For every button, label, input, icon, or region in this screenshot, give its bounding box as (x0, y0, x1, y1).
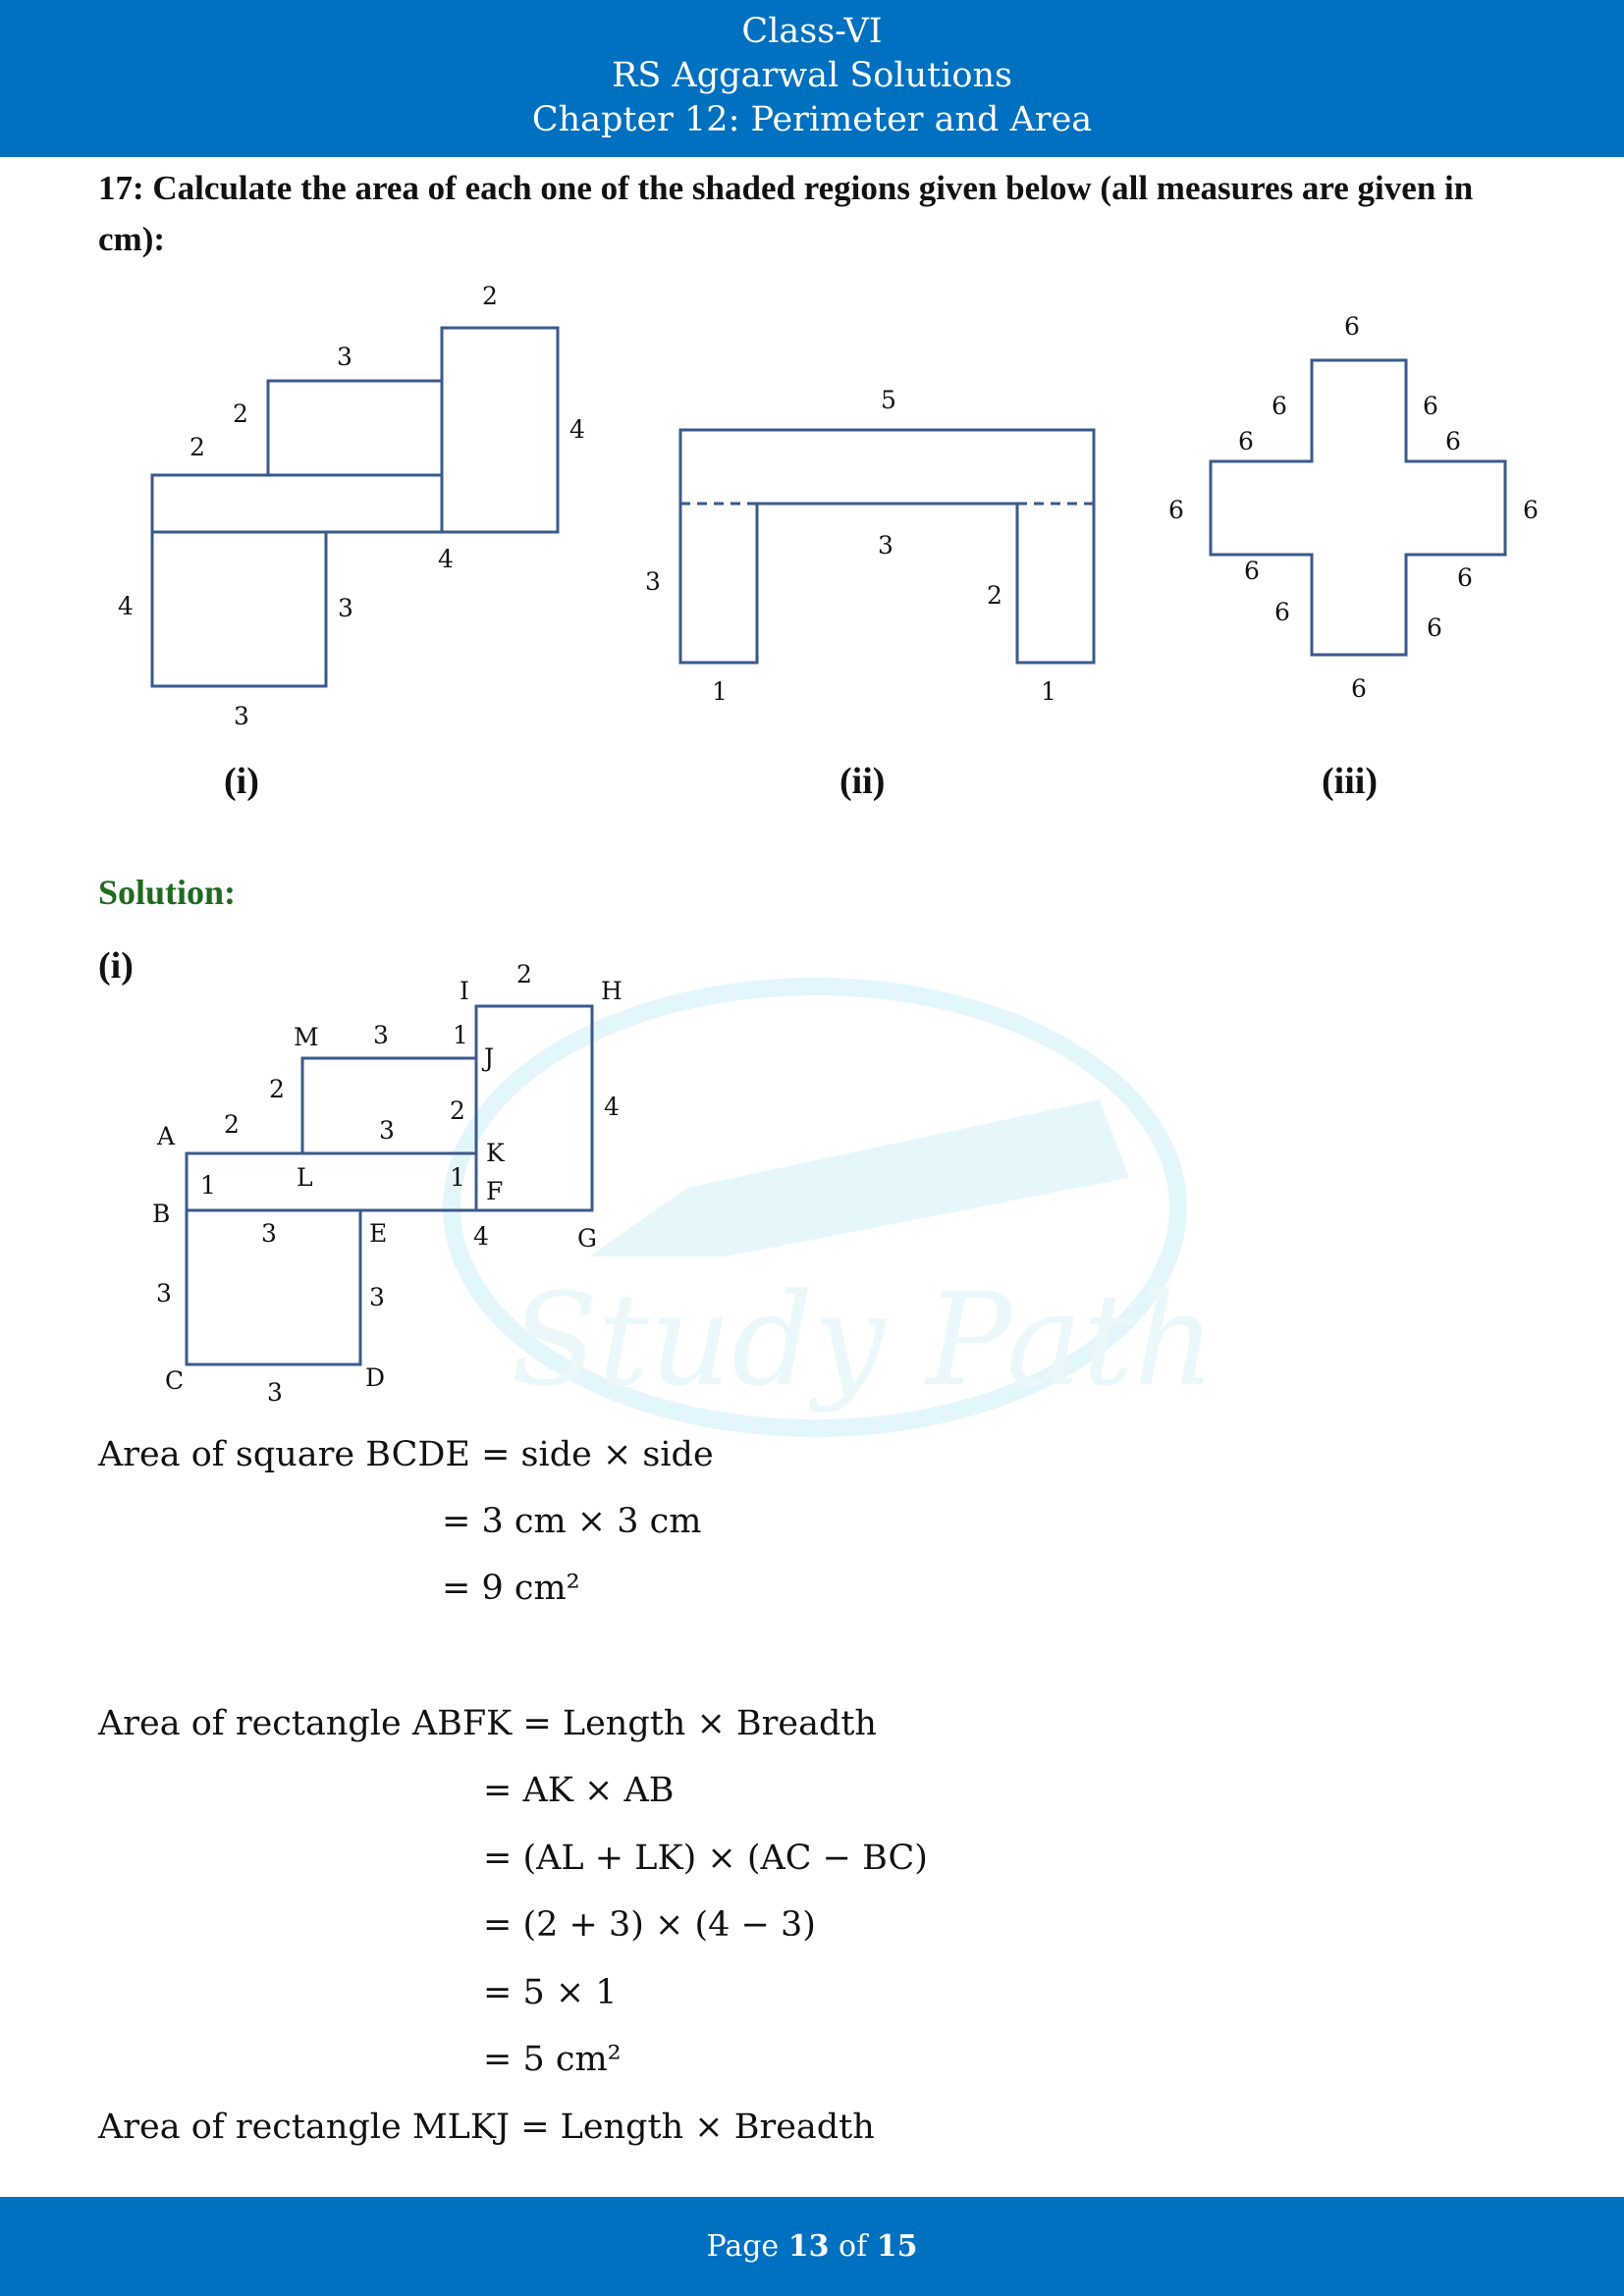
fig3-label: 6 (1351, 674, 1367, 703)
fig3-label: 6 (1274, 598, 1290, 626)
fig1-tall-rect (442, 328, 558, 532)
fig3-label: 6 (1523, 496, 1539, 524)
fig1-label: 2 (189, 433, 205, 461)
equation-line: = 9 cm² (442, 1569, 580, 1608)
sol-point-label: M (294, 1023, 319, 1051)
sol-point-label: H (601, 977, 623, 1005)
sol-measure-label: 2 (516, 960, 532, 988)
fig3-label: 6 (1423, 392, 1438, 420)
sol-measure-label: 1 (453, 1021, 468, 1049)
fig1-label: 4 (438, 545, 454, 573)
footer-page-number: 13 (787, 2229, 830, 2264)
figure-1-labels (118, 282, 585, 730)
sol-point-label: I (460, 977, 469, 1005)
equation-line: Area of square BCDE = side × side (98, 1435, 714, 1474)
page-footer (0, 2197, 1624, 2296)
sol-measure-label: 2 (224, 1110, 240, 1139)
sol-measure-label: 2 (269, 1075, 285, 1103)
figure-3 (1211, 360, 1505, 655)
figure-1 (152, 328, 558, 686)
figure-3-labels (1168, 312, 1539, 703)
solution-diagram-labels (152, 960, 623, 1407)
footer-page-total: 15 (876, 2229, 918, 2264)
fig2-label: 2 (987, 581, 1002, 610)
fig1-label: 2 (482, 282, 498, 310)
sol-point-label: B (152, 1200, 171, 1228)
question-body: Calculate the area of each one of the shaded regions given below (all measures are given in cm): (98, 169, 1474, 258)
solution-heading: Solution: (98, 873, 237, 912)
fig3-label: 6 (1272, 392, 1287, 420)
fig2-label: 3 (878, 531, 893, 560)
sol-point-label: E (369, 1219, 388, 1248)
fig3-cross (1211, 360, 1505, 655)
fig1-label: 4 (569, 415, 585, 444)
fig2-label: 3 (645, 567, 661, 596)
equation-line: = 5 cm² (483, 2040, 622, 2079)
sol-rect-abfk (187, 1153, 476, 1210)
fig3-label: 6 (1457, 563, 1473, 592)
equation-line: = 3 cm × 3 cm (442, 1502, 702, 1541)
header-chapter: Chapter 12: Perimeter and Area (531, 100, 1093, 139)
sol-point-label: A (157, 1122, 176, 1150)
sol-measure-label: 3 (156, 1279, 172, 1308)
sol-measure-label: 1 (200, 1171, 216, 1200)
sol-measure-label: 3 (267, 1378, 283, 1407)
sol-point-label: L (297, 1163, 313, 1192)
footer-page-word: Page (706, 2229, 780, 2264)
fig2-label: 1 (1041, 677, 1056, 706)
sol-point-label: J (484, 1043, 495, 1072)
figure-2-caption: (ii) (839, 761, 886, 802)
fig2-label: 5 (881, 386, 896, 414)
fig3-label: 6 (1238, 427, 1254, 455)
sol-point-label: K (486, 1139, 505, 1167)
fig3-label: 6 (1427, 614, 1442, 642)
sol-point-label: G (577, 1224, 597, 1253)
fig1-label: 4 (118, 592, 134, 620)
question-number: 17: (98, 169, 144, 207)
equation-line: = (2 + 3) × (4 − 3) (483, 1905, 816, 1945)
sol-measure-label: 4 (604, 1093, 620, 1121)
sol-measure-label: 3 (373, 1021, 389, 1049)
fig1-strip-rect (152, 475, 442, 532)
footer-of-word: of (839, 2229, 868, 2264)
fig1-upper-rect (268, 381, 442, 475)
sol-measure-label: 3 (369, 1283, 385, 1311)
sol-point-label: D (365, 1363, 386, 1392)
sol-measure-label: 2 (450, 1096, 465, 1125)
equation-line: = (AL + LK) × (AC − BC) (483, 1839, 928, 1878)
header-book: RS Aggarwal Solutions (612, 56, 1012, 95)
fig1-square (152, 532, 326, 686)
fig3-label: 6 (1168, 496, 1184, 524)
equation-line: Area of rectangle MLKJ = Length × Breadth (98, 2108, 875, 2147)
figure-1-caption: (i) (224, 761, 259, 802)
solution-diagram (187, 1006, 592, 1364)
solution-part-label: (i) (98, 945, 134, 987)
sol-point-label: F (486, 1177, 504, 1205)
fig3-label: 6 (1344, 312, 1360, 341)
svg-text:Study Path: Study Path (511, 1265, 1217, 1415)
fig2-label: 1 (712, 677, 728, 706)
equation-line: = 5 × 1 (483, 1973, 618, 2012)
sol-point-label: C (165, 1366, 185, 1395)
fig1-label: 3 (338, 594, 353, 622)
fig3-label: 6 (1445, 427, 1461, 455)
header-class: Class-VI (741, 12, 883, 51)
fig1-label: 3 (234, 702, 249, 730)
figure-3-caption: (iii) (1322, 761, 1378, 802)
sol-measure-label: 3 (379, 1116, 395, 1145)
sol-measure-label: 3 (261, 1219, 277, 1248)
sol-measure-label: 4 (473, 1222, 489, 1251)
figure-2-labels (645, 386, 1056, 706)
fig3-label: 6 (1244, 557, 1260, 585)
fig1-label: 3 (337, 343, 352, 371)
equation-line: = AK × AB (483, 1771, 675, 1810)
equation-line: Area of rectangle ABFK = Length × Breadth (98, 1704, 877, 1743)
fig1-label: 2 (233, 400, 248, 428)
sol-measure-label: 1 (450, 1163, 465, 1192)
